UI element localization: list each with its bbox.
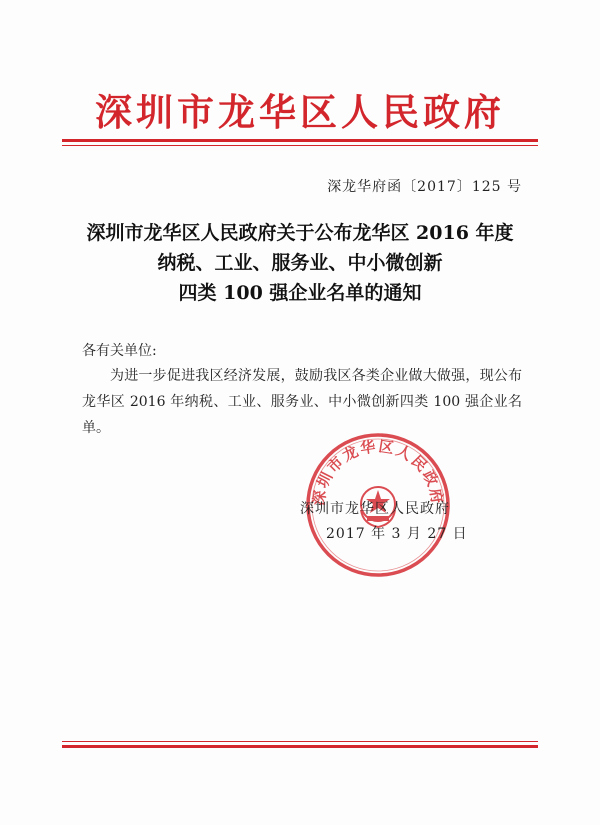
- notice-title: [0, 218, 600, 308]
- document-number: 深龙华府函〔2017〕125 号: [327, 179, 522, 195]
- notice-title-line-1: 深圳市龙华区人民政府关于公布龙华区 2016 年度: [86, 222, 514, 244]
- signature-date: 2017 年 3 月 27 日: [326, 526, 468, 542]
- letterhead-rule-thin: [62, 145, 538, 146]
- footer-rule-thick: [62, 745, 538, 748]
- notice-title-line-2: 纳税、工业、服务业、中小微创新: [157, 252, 443, 274]
- footer-rule-thin: [62, 741, 538, 742]
- salutation: 各有关单位:: [82, 343, 157, 359]
- letterhead-rule-thick: [62, 139, 538, 142]
- body-paragraph: 为进一步促进我区经济发展，鼓励我区各类企业做大做强，现公布龙华区 2016 年纳税、工业、服务业、中小微创新四类 100 强企业名单。: [82, 368, 522, 436]
- seal-text: 深圳市龙华区人民政府: [309, 437, 447, 507]
- signature-issuer: 深圳市龙华区人民政府: [300, 501, 450, 517]
- notice-title-line-3: 四类 100 强企业名单的通知: [178, 282, 422, 304]
- letterhead-title: 深圳市龙华区人民政府: [95, 90, 505, 134]
